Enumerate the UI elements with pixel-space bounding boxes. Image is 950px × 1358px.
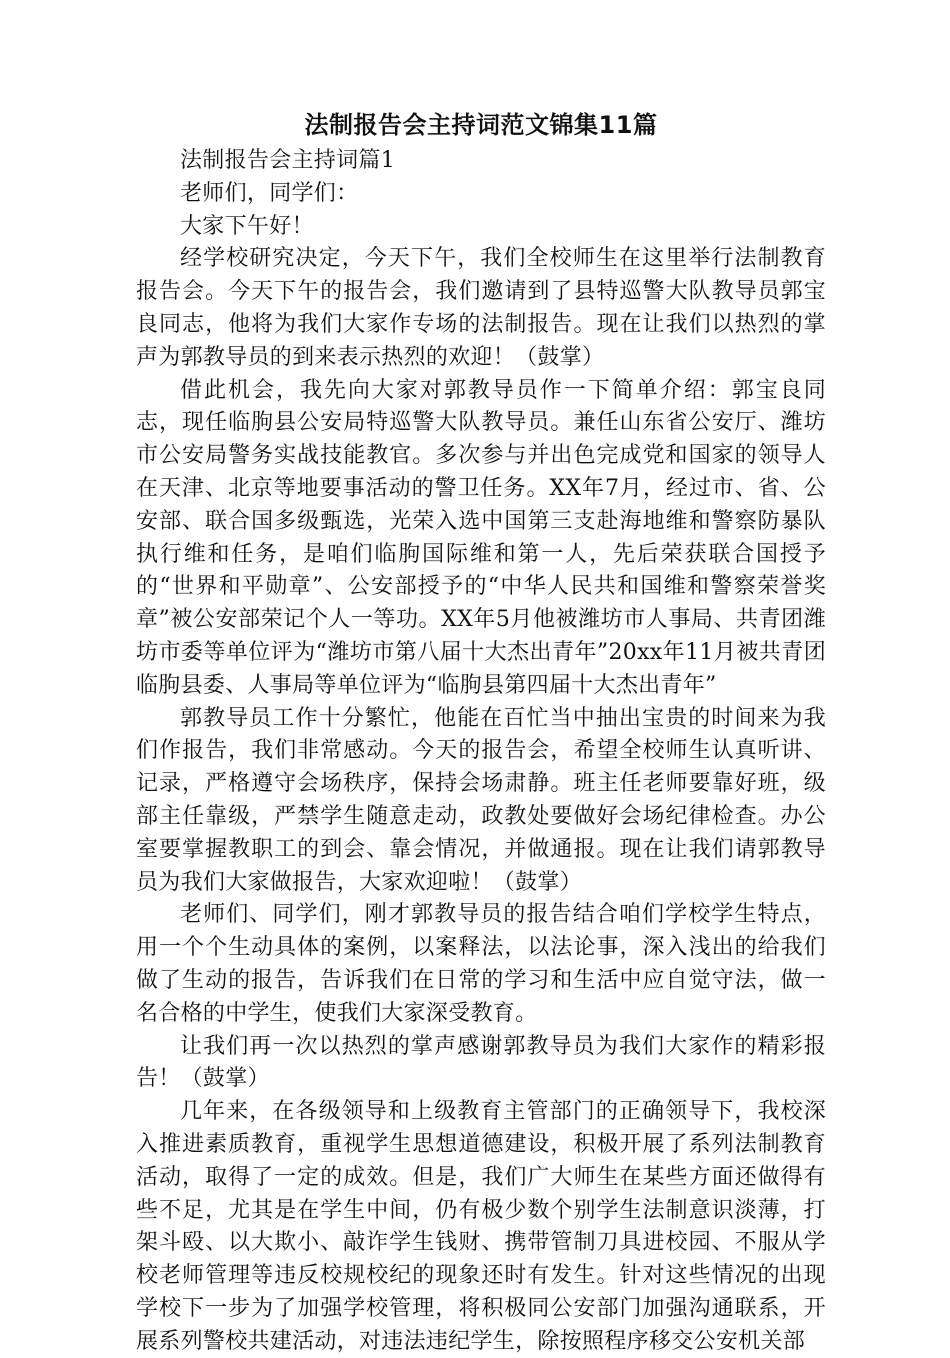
- paragraph: 让我们再一次以热烈的掌声感谢郭教导员为我们大家作的精彩报告！（鼓掌）: [136, 1033, 826, 1092]
- salutation: 老师们，同学们：: [180, 180, 359, 206]
- paragraph: 经学校研究决定，今天下午，我们全校师生在这里举行法制教育报告会。今天下午的报告会，我们邀请到了县特巡警大队教导员郭宝良同志，他将为我们大家作专场的法制报告。现在让我们以热烈的掌声为郭教导员的到来表示热烈的欢迎！（鼓掌）: [136, 246, 826, 370]
- paragraph: 郭教导员工作十分繁忙，他能在百忙当中抽出宝贵的时间来为我们作报告，我们非常感动。今天的报告会，希望全校师生认真听讲、记录，严格遵守会场秩序，保持会场肃静。班主任老师要靠好班，级部主任靠级，严禁学生随意走动，政教处要做好会场纪律检查。办公室要掌握教职工的到会、靠会情况，并做通报。现在让我们请郭教导员为我们大家做报告，大家欢迎啦！（鼓掌）: [136, 705, 826, 895]
- greeting: 大家下午好！: [180, 213, 314, 239]
- paragraph: 几年来，在各级领导和上级教育主管部门的正确领导下，我校深入推进素质教育，重视学生思想道德建设，积极开展了系列法制教育活动，取得了一定的成效。但是，我们广大师生在某些方面还做得有些不足，尤其是在学生中间，仍有极少数个别学生法制意识淡薄，打架斗殴、以大欺小、敲诈学生钱财、携带管制刀具进校园、不服从学校老师管理等违反校规校纪的现象还时有发生。针对这些情况的出现学校下一步为了加强学校管理，将积极同公安部门加强沟通联系，开展系列警校共建活动，对违法违纪学生，除按照程序移交公安机关部: [136, 1099, 826, 1354]
- document-title: 法制报告会主持词范文锦集11篇: [304, 111, 658, 139]
- document-body: [136, 107, 826, 1358]
- section-heading: 法制报告会主持词篇1: [180, 148, 395, 173]
- paragraph: 老师们、同学们，刚才郭教导员的报告结合咱们学校学生特点，用一个个生动具体的案例，以案释法，以法论事，深入浅出的给我们做了生动的报告，告诉我们在日常的学习和生活中应自觉守法，做一名合格的中学生，使我们大家深受教育。: [136, 902, 826, 1026]
- paragraph: 借此机会，我先向大家对郭教导员作一下简单介绍：郭宝良同志，现任临朐县公安局特巡警大队教导员。兼任山东省公安厅、潍坊市公安局警务实战技能教官。多次参与并出色完成党和国家的领导人在天津、北京等地要事活动的警卫任务。XX年7月，经过市、省、公安部、联合国多级甄选，光荣入选中国第三支赴海地维和警察防暴队执行维和任务，是咱们临朐国际维和第一人，先后荣获联合国授予的“世界和平勋章”、公安部授予的“中华人民共和国维和警察荣誉奖章”被公安部荣记个人一等功。XX年5月他被潍坊市人事局、共青团潍坊市委等单位评为“潍坊市第八届十大杰出青年”20xx年11月被共青团临朐县委、人事局等单位评为“临朐县第四届十大杰出青年”: [136, 377, 826, 698]
